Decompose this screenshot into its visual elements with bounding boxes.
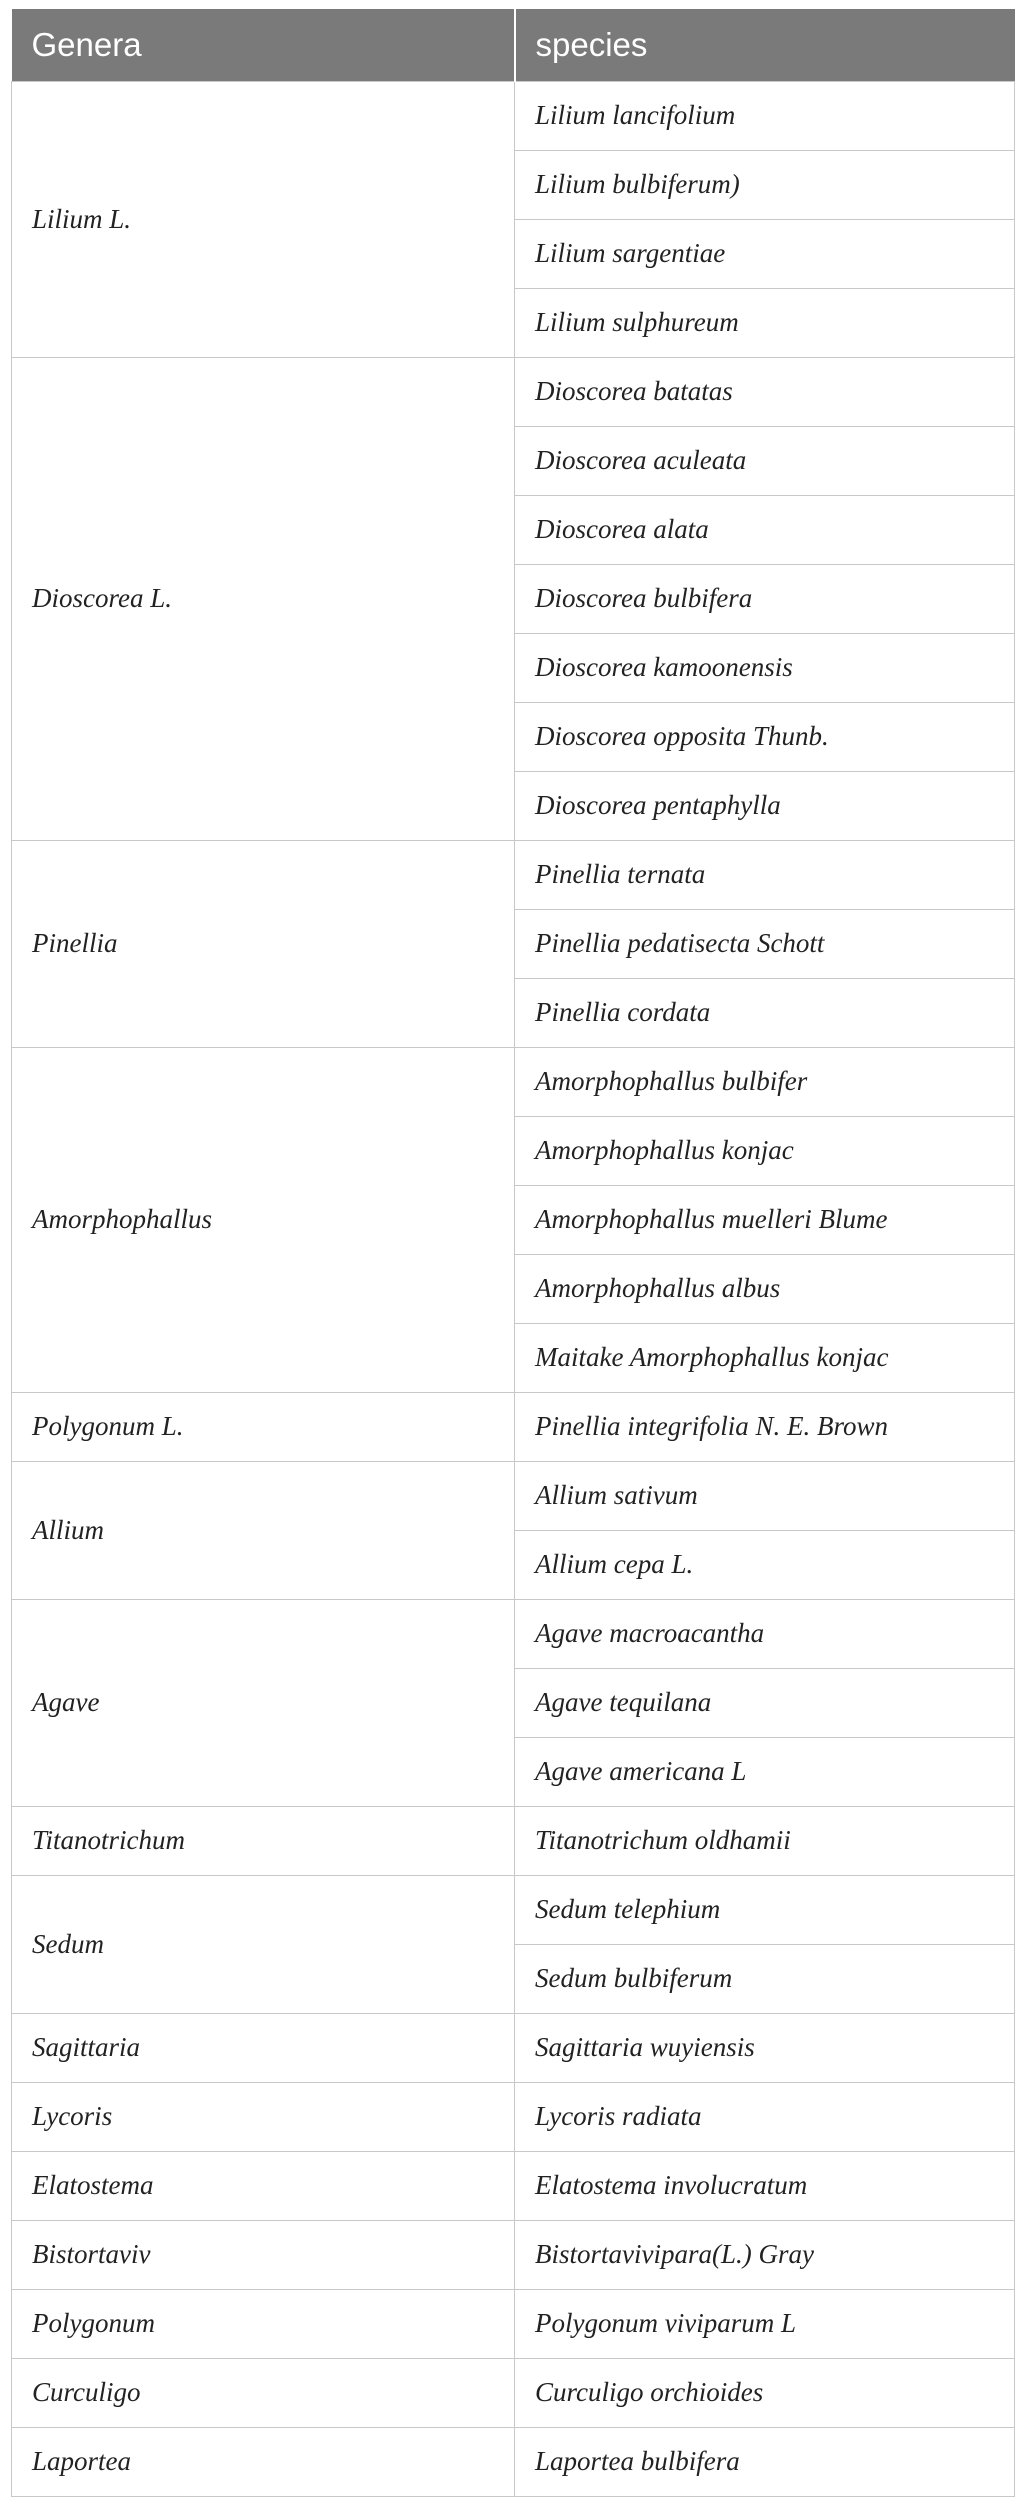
species-cell: Lilium lancifolium — [515, 81, 1015, 150]
species-cell: Sagittaria wuyiensis — [515, 2013, 1015, 2082]
table-body — [12, 81, 1015, 2496]
table-row — [12, 357, 1015, 426]
genus-cell: Pinellia — [12, 840, 515, 1047]
species-cell: Agave macroacantha — [515, 1599, 1015, 1668]
genus-cell: Polygonum L. — [12, 1392, 515, 1461]
genus-cell: Lilium L. — [12, 81, 515, 357]
genus-cell: Titanotrichum — [12, 1806, 515, 1875]
species-cell: Amorphophallus muelleri Blume — [515, 1185, 1015, 1254]
species-cell: Curculigo orchioides — [515, 2358, 1015, 2427]
genus-cell: Laportea — [12, 2427, 515, 2496]
genus-cell: Allium — [12, 1461, 515, 1599]
species-cell: Pinellia cordata — [515, 978, 1015, 1047]
species-cell: Sedum bulbiferum — [515, 1944, 1015, 2013]
column-header-genera: Genera — [12, 9, 515, 81]
table-row — [12, 2082, 1015, 2151]
table-row — [12, 2358, 1015, 2427]
table-row — [12, 1047, 1015, 1116]
species-cell: Dioscorea aculeata — [515, 426, 1015, 495]
species-cell: Dioscorea pentaphylla — [515, 771, 1015, 840]
species-cell: Allium cepa L. — [515, 1530, 1015, 1599]
table-row — [12, 840, 1015, 909]
species-cell: Bistortavivipara(L.) Gray — [515, 2220, 1015, 2289]
genus-cell: Sagittaria — [12, 2013, 515, 2082]
table-container — [11, 9, 1014, 2497]
table-row — [12, 2013, 1015, 2082]
species-cell: Amorphophallus konjac — [515, 1116, 1015, 1185]
table-row — [12, 1392, 1015, 1461]
species-cell: Lilium sargentiae — [515, 219, 1015, 288]
table-row — [12, 2151, 1015, 2220]
species-cell: Allium sativum — [515, 1461, 1015, 1530]
table-row — [12, 1461, 1015, 1530]
species-cell: Pinellia pedatisecta Schott — [515, 909, 1015, 978]
table-header — [12, 9, 1015, 81]
species-cell: Polygonum viviparum L — [515, 2289, 1015, 2358]
genus-cell: Amorphophallus — [12, 1047, 515, 1392]
table-row — [12, 1599, 1015, 1668]
species-cell: Lilium sulphureum — [515, 288, 1015, 357]
table-row — [12, 2220, 1015, 2289]
column-header-species: species — [515, 9, 1015, 81]
species-cell: Sedum telephium — [515, 1875, 1015, 1944]
genus-cell: Curculigo — [12, 2358, 515, 2427]
species-cell: Dioscorea bulbifera — [515, 564, 1015, 633]
genus-cell: Elatostema — [12, 2151, 515, 2220]
species-cell: Agave americana L — [515, 1737, 1015, 1806]
species-cell: Dioscorea batatas — [515, 357, 1015, 426]
table-row — [12, 81, 1015, 150]
genus-cell: Lycoris — [12, 2082, 515, 2151]
species-cell: Amorphophallus bulbifer — [515, 1047, 1015, 1116]
species-cell: Lilium bulbiferum) — [515, 150, 1015, 219]
species-cell: Dioscorea alata — [515, 495, 1015, 564]
genus-cell: Polygonum — [12, 2289, 515, 2358]
table-row — [12, 1806, 1015, 1875]
species-cell: Pinellia ternata — [515, 840, 1015, 909]
genus-cell: Sedum — [12, 1875, 515, 2013]
table-row — [12, 2289, 1015, 2358]
header-row — [12, 9, 1015, 81]
genus-cell: Agave — [12, 1599, 515, 1806]
species-cell: Laportea bulbifera — [515, 2427, 1015, 2496]
genus-cell: Dioscorea L. — [12, 357, 515, 840]
species-cell: Dioscorea kamoonensis — [515, 633, 1015, 702]
species-cell: Dioscorea opposita Thunb. — [515, 702, 1015, 771]
species-cell: Titanotrichum oldhamii — [515, 1806, 1015, 1875]
table-row — [12, 1875, 1015, 1944]
genera-species-table — [11, 9, 1015, 2497]
species-cell: Pinellia integrifolia N. E. Brown — [515, 1392, 1015, 1461]
species-cell: Amorphophallus albus — [515, 1254, 1015, 1323]
species-cell: Elatostema involucratum — [515, 2151, 1015, 2220]
species-cell: Agave tequilana — [515, 1668, 1015, 1737]
species-cell: Maitake Amorphophallus konjac — [515, 1323, 1015, 1392]
table-row — [12, 2427, 1015, 2496]
genus-cell: Bistortaviv — [12, 2220, 515, 2289]
species-cell: Lycoris radiata — [515, 2082, 1015, 2151]
